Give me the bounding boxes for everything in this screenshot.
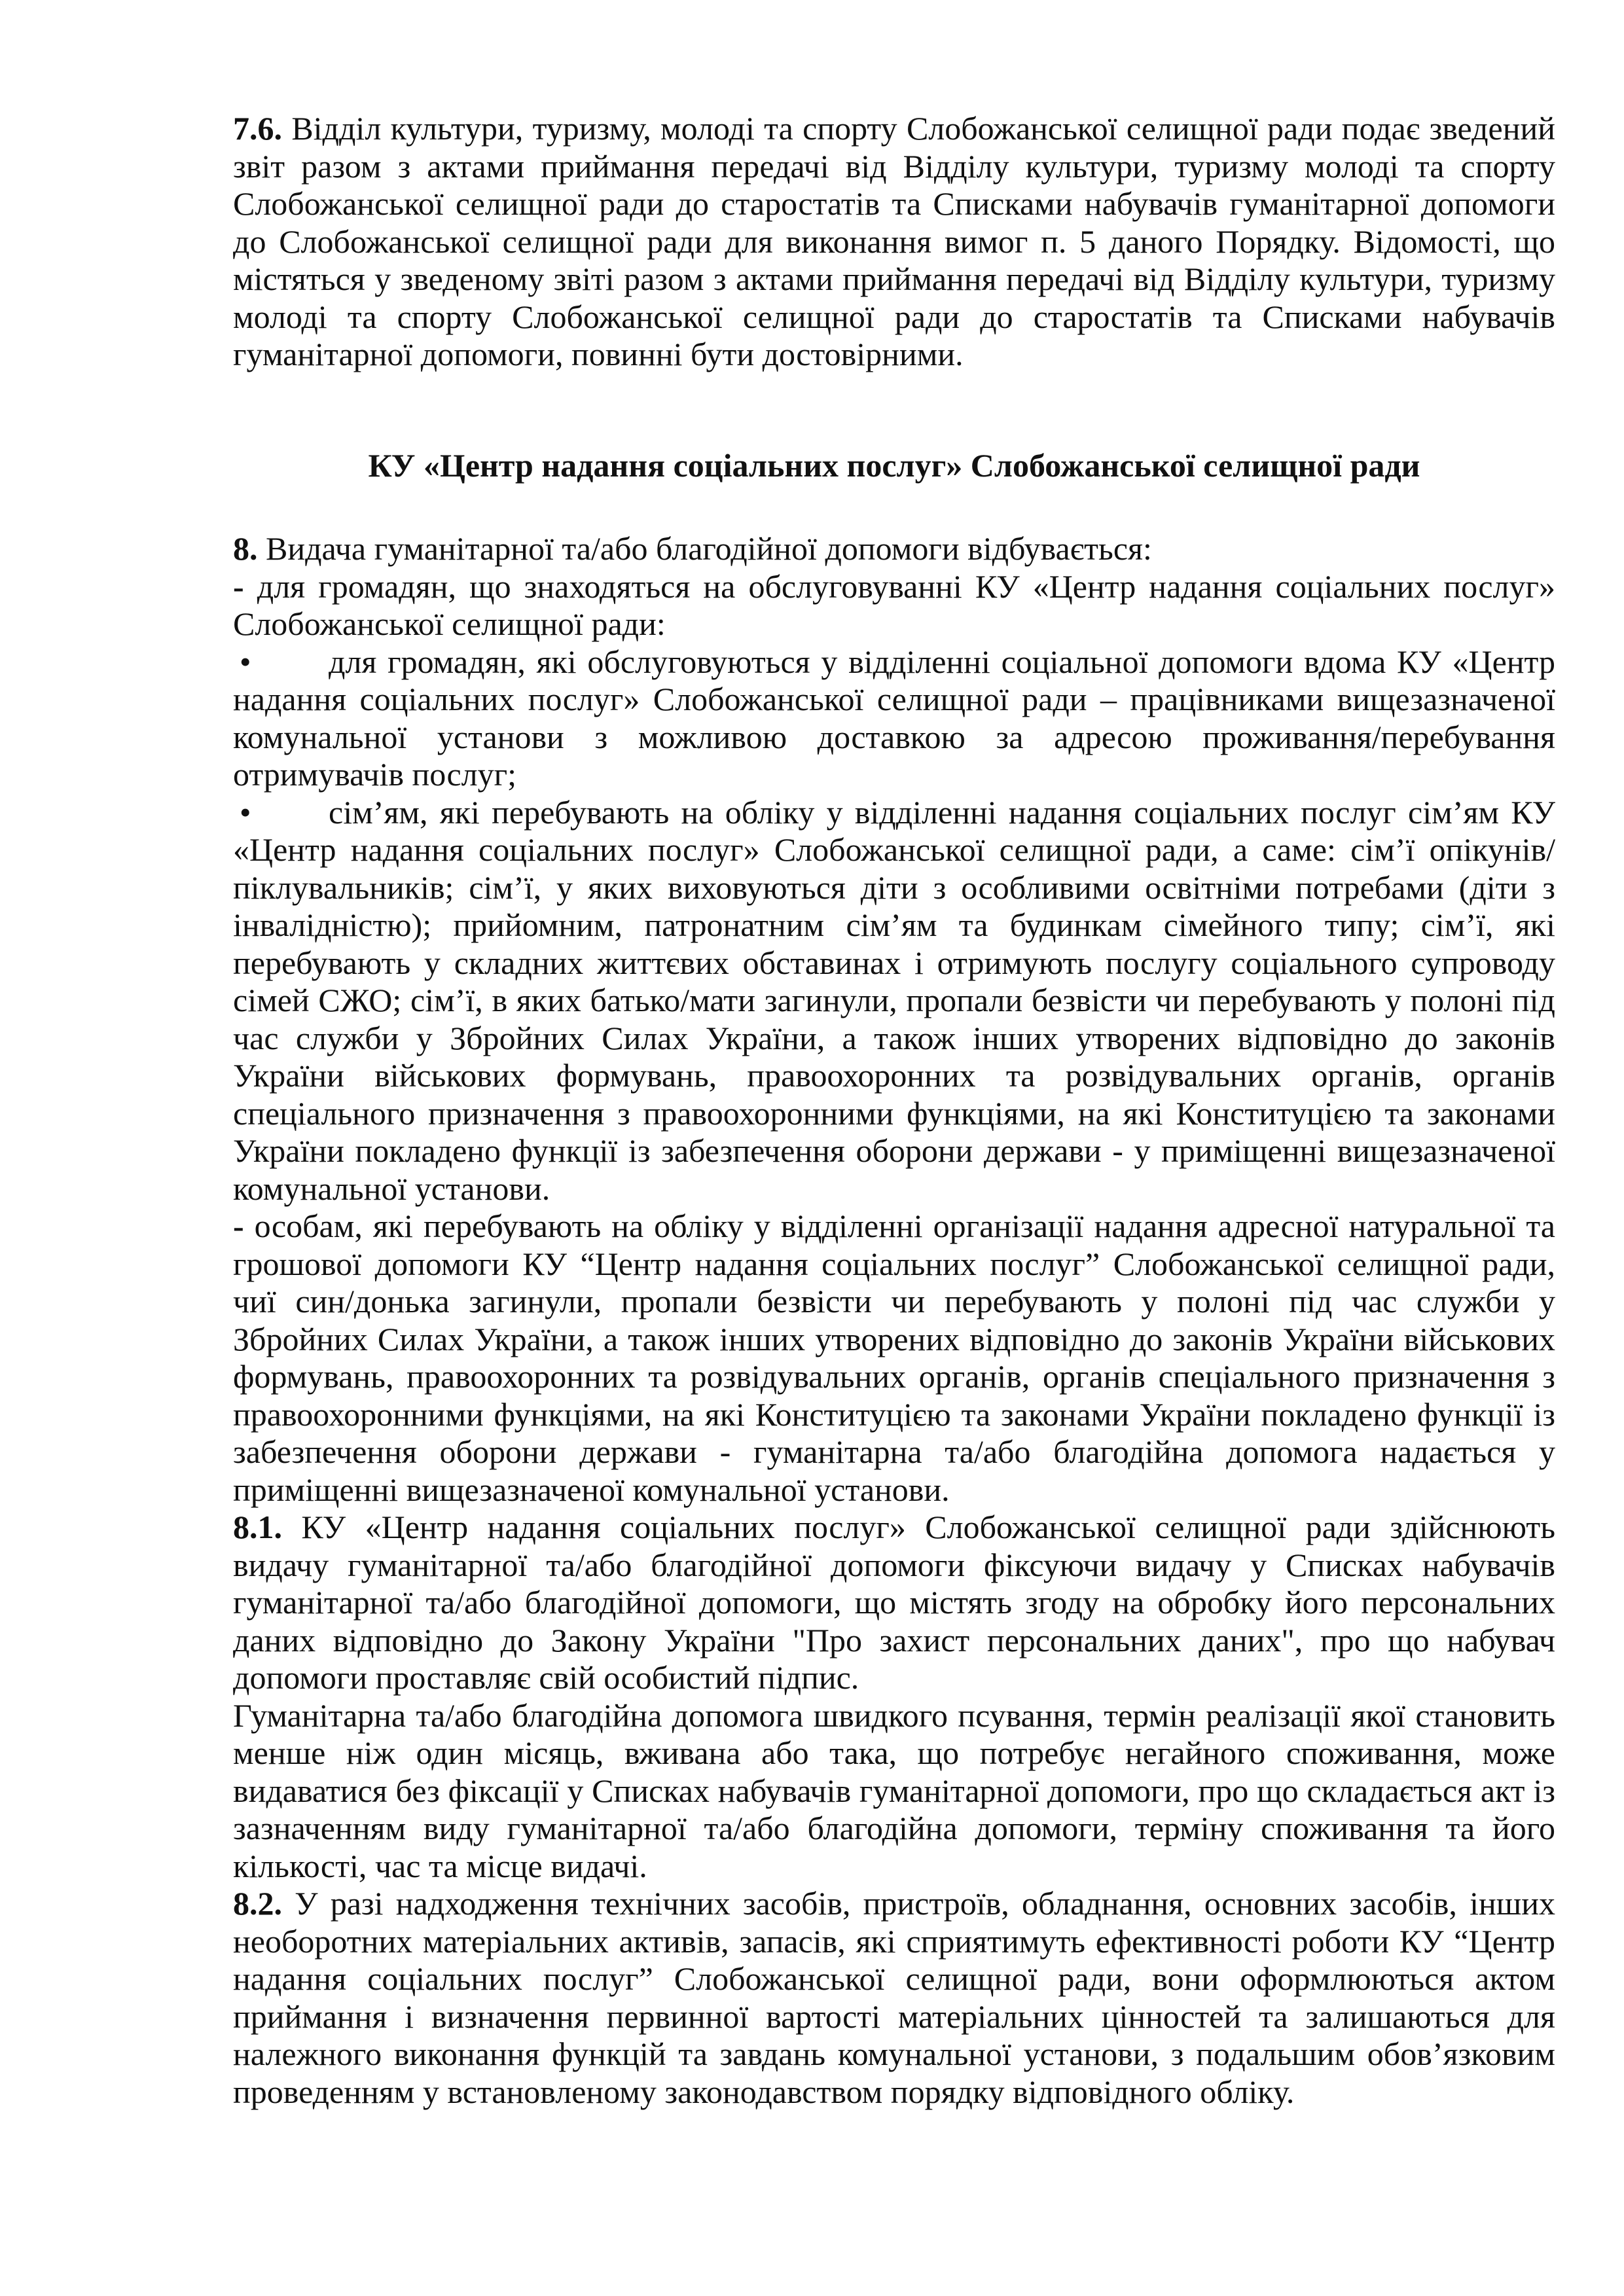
bullet-text: для громадян, які обслуговуються у відділенні соціальної допомоги вдома КУ «Центр надання соціальних послуг» Слобожанської селищної ради – працівниками вищезазначеної комунальної установи з можливою доставкою за адресою проживання/перебування отримувачів послуг; [233, 643, 1555, 793]
clause-number: 8. [233, 530, 258, 567]
paragraph-text: Відділ культури, туризму, молоді та спорту Слобожанської селищної ради подає зведений звіт разом з актами приймання передачі від Відділу культури, туризму молоді та спорту Слобожанської селищної ради до старостатів та Списками набувачів гуманітарної допомоги до Слобожанської селищної ради для виконання вимог п. 5 даного Порядку. Відомості, що містяться у зведеному звіті разом з актами приймання передачі від Відділу культури, туризму молоді та спорту Слобожанської селищної ради до старостатів та Списками набувачів гуманітарної допомоги, повинні бути достовірними. [233, 110, 1555, 372]
paragraph-text: Видача гуманітарної та/або благодійної допомоги відбувається: [257, 530, 1152, 567]
paragraph-text: особам, які перебувають на обліку у відділенні організації надання адресної натуральної та грошової допомоги КУ “Центр надання соціальних послуг” Слобожанської селищної ради, чиї син/донька загинули, пропали безвісти чи перебувають у полоні під час служби у Збройних Силах України, а також інших утворених відповідно до законів України військових формувань, правоохоронних та розвідувальних органів, органів спеціального призначення з правоохоронними функціями, на які Конституцією та законами України покладено функції із забезпечення оборони держави - гуманітарна та/або благодійна допомога надається у приміщенні вищезазначеної комунальної установи. [233, 1208, 1555, 1508]
paragraph-8-1 [233, 1509, 1555, 1697]
dash-item-persons [233, 1208, 1555, 1509]
paragraph-8-2 [233, 1885, 1555, 2111]
paragraph-text: для громадян, що знаходяться на обслуговуванні КУ «Центр надання соціальних послуг» Слобожанської селищної ради: [233, 567, 1555, 642]
dash-mark: - [233, 1208, 244, 1244]
bullet-item [233, 643, 1555, 794]
dash-item-citizens [233, 568, 1555, 643]
clause-number: 7.6. [233, 110, 282, 147]
section-heading: КУ «Центр надання соціальних послуг» Слобожанської селищної ради [368, 446, 1420, 484]
paragraph-8 [233, 530, 1555, 568]
clause-number: 8.2. [233, 1885, 282, 1922]
paragraph-text: У разі надходження технічних засобів, пристроїв, обладнання, основних засобів, інших необоротних матеріальних активів, запасів, які сприятимуть ефективності роботи КУ “Центр надання соціальних послуг” Слобожанської селищної ради, вони оформлюються актом приймання і визначення первинної вартості матеріальних цінностей та залишаються для належного виконання функцій та завдань комунальної установи, з подальшим обов’язковим проведенням у встановленому законодавством порядку відповідного обліку. [233, 1885, 1555, 2110]
paragraph-perishable: Гуманітарна та/або благодійна допомога швидкого псування, термін реалізації якої становить менше ніж один місяць, вживана або така, що потребує негайного споживання, може видаватися без фіксації у Списках набувачів гуманітарної допомоги, про що складається акт із зазначенням виду гуманітарної та/або благодійна допомоги, терміну споживання та його кількості, час та місце видачі. [233, 1696, 1555, 1884]
clause-number: 8.1. [233, 1509, 282, 1545]
bullet-icon: • [240, 793, 251, 831]
bullet-icon: • [240, 643, 251, 680]
paragraph-7-6 [233, 110, 1555, 374]
document-page [233, 110, 1555, 2111]
dash-mark: - [233, 567, 244, 605]
bullet-item [233, 794, 1555, 1208]
paragraph-text: КУ «Центр надання соціальних послуг» Слобожанської селищної ради здійснюють видачу гуманітарної та/або благодійної допомоги фіксуючи видачу у Списках набувачів гуманітарної та/або благодійної допомоги, що містять згоду на обробку його персональних даних відповідно до Закону України "Про захист персональних даних", про що набувач допомоги проставляє свій особистий підпис. [233, 1509, 1555, 1696]
bullet-text: сім’ям, які перебувають на обліку у відділенні надання соціальних послуг сім’ям КУ «Центр надання соціальних послуг» Слобожанської селищної ради, а саме: сім’ї опікунів/піклувальників; сім’ї, у яких виховуються діти з особливими освітніми потребами (діти з інвалідністю); прийомним, патронатним сім’ям та будинкам сімейного типу; сім’ї, які перебувають у складних життєвих обставинах і отримують послугу соціального супроводу сімей СЖО; сім’ї, в яких батько/мати загинули, пропали безвісти чи перебувають у полоні під час служби у Збройних Силах України, а також інших утворених відповідно до законів України військових формувань, правоохоронних та розвідувальних органів, органів спеціального призначення з правоохоронними функціями, на які Конституцією та законами України покладено функції із забезпечення оборони держави - у приміщенні вищезазначеної комунальної установи. [233, 793, 1555, 1207]
